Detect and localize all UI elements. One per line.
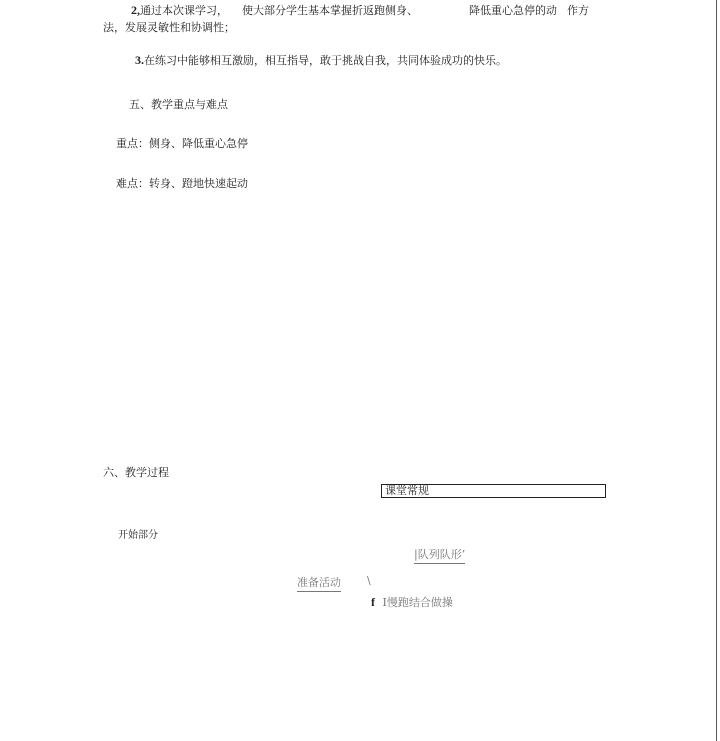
difficulty-point: 难点：转身、蹬地快速起动 <box>116 177 248 190</box>
section-6-heading: 六、教学过程 <box>103 466 169 479</box>
classroom-routine-box <box>381 484 606 498</box>
objective-2-part4: 作方 <box>567 4 589 17</box>
objective-2-line2: 法，发展灵敏性和协调性； <box>103 21 235 34</box>
objective-2-part1: 通过本次课学习， <box>140 4 228 17</box>
objective-3 <box>135 52 507 68</box>
jog-line <box>371 594 453 610</box>
objective-3-text: 在练习中能够相互激励，相互指导，敢于挑战自我，共同体验成功的快乐。 <box>144 54 507 67</box>
preparation-activity-label: 准备活动 <box>297 574 341 592</box>
objective-2-number: 2, <box>131 3 140 17</box>
objective-2-part3: 降低重心急停的动 <box>469 4 557 17</box>
key-point: 重点：侧身、降低重心急停 <box>116 137 248 150</box>
objective-2-part2: 使大部分学生基本掌握折返跑侧身、 <box>242 4 418 17</box>
page-right-border <box>716 0 717 741</box>
objective-2-line1 <box>131 2 228 18</box>
jog-prefix: f <box>371 595 375 609</box>
classroom-routine-label: 课堂常规 <box>385 484 429 497</box>
backslash-mark: \ <box>367 574 371 587</box>
formation-label: |队列队形’ <box>414 546 465 564</box>
section-5-heading: 五、教学重点与难点 <box>129 98 228 111</box>
jog-text: I慢跑结合做操 <box>382 596 453 609</box>
objective-3-number: 3. <box>135 53 144 67</box>
opening-part-label: 开始部分 <box>118 530 158 541</box>
